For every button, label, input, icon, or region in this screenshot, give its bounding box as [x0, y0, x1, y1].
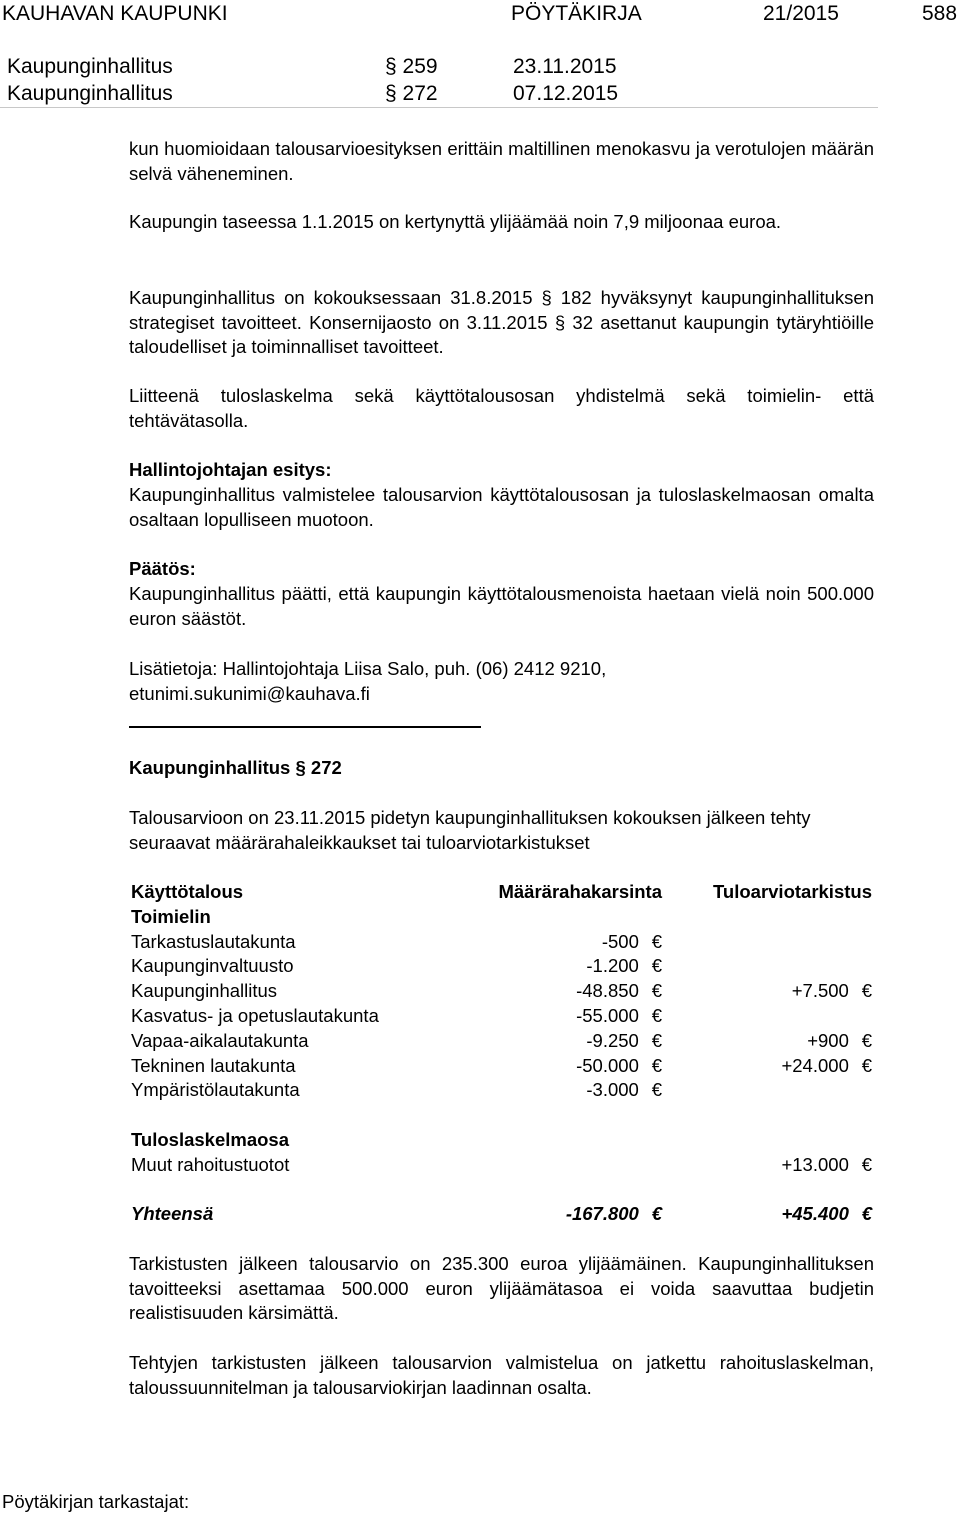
table-header-row [129, 880, 874, 905]
spacer-row [129, 1178, 874, 1203]
doc-number: 21/2015 [763, 2, 839, 25]
row-name: Vapaa-aikalautakunta [131, 1029, 309, 1051]
meeting-section: § 259 [385, 55, 438, 78]
row-cut: -1.200 € [586, 955, 662, 977]
paragraph-1: kun huomioidaan talousarvioesityksen erittäin maltillinen menokasvu ja verotulojen määrän selvä väheneminen. [129, 138, 874, 184]
row-adj [664, 1078, 874, 1103]
group-heading: Tuloslaskelmaosa [131, 1128, 290, 1150]
group-heading-row [129, 905, 874, 930]
meeting-body: Kaupunginhallitus [7, 55, 173, 78]
row-adj: +13.000 € [781, 1153, 872, 1175]
row-cut: -50.000 € [576, 1054, 662, 1076]
decision-heading: Päätös: [129, 558, 196, 579]
table-row [129, 1029, 874, 1054]
table-row [129, 979, 874, 1004]
table-row [129, 1004, 874, 1029]
footer-reviewers: Pöytäkirjan tarkastajat: [2, 1491, 190, 1512]
total-label: Yhteensä [131, 1203, 214, 1225]
group-heading-row [129, 1128, 874, 1153]
spacer-row [129, 1103, 874, 1128]
section-title: Kaupunginhallitus § 272 [129, 757, 342, 778]
table-row [129, 930, 874, 955]
row-adj: +900 € [807, 1029, 872, 1051]
total-adj: +45.400 € [781, 1203, 872, 1225]
row-adj [664, 930, 874, 955]
row-adj: +24.000 € [781, 1054, 872, 1076]
table-row [129, 1078, 874, 1103]
row-name: Tarkastuslautakunta [131, 930, 296, 952]
meeting-body: Kaupunginhallitus [7, 82, 173, 105]
org-name: KAUHAVAN KAUPUNKI [2, 2, 228, 25]
group-heading: Toimielin [131, 905, 211, 927]
meeting-date: 23.11.2015 [513, 55, 617, 78]
paragraph-2: Kaupungin taseessa 1.1.2015 on kertynyttä ylijäämää noin 7,9 miljoonaa euroa. [129, 211, 782, 232]
row-cut [463, 1153, 664, 1178]
table-row [129, 1153, 874, 1178]
col-header-cuts: Määrärahakarsinta [498, 881, 662, 902]
total-cut: -167.800 € [565, 1203, 662, 1225]
meeting-section: § 272 [385, 82, 438, 105]
proposal-text: Kaupunginhallitus valmistelee talousarvion käyttötalousosan ja tuloslaskelmaosan omalta osaltaan lopulliseen muotoon. [129, 484, 874, 530]
doc-type: PÖYTÄKIRJA [511, 2, 642, 25]
paragraph-3: Kaupunginhallitus on kokouksessaan 31.8.2015 § 182 hyväksynyt kaupunginhallituksen strategiset tavoitteet. Konsernijaosto on 3.11.2015 § 32 asettanut kaupungin tytäryhtiöille taloudelliset ja toiminnalliset tavoitteet. [129, 287, 874, 357]
table-body-income [129, 1153, 874, 1178]
page-number: 588 [922, 2, 958, 25]
row-cut: -55.000 € [576, 1004, 662, 1026]
row-cut: -9.250 € [586, 1029, 662, 1051]
result-paragraph-2: Tehtyjen tarkistusten jälkeen talousarvion valmistelua on jatkettu rahoituslaskelman, taloussuunnitelman ja talousarviokirjan laadinnan osalta. [129, 1352, 874, 1398]
table-body-organs [129, 930, 874, 1104]
row-adj: +7.500 € [791, 980, 872, 1002]
intro-text: Talousarvioon on 23.11.2015 pidetyn kaupunginhallituksen kokouksen jälkeen tehty seuraavat määrärahaleikkaukset tai tuloarviotarkistukset [129, 807, 811, 853]
page-header [0, 0, 960, 28]
paragraph-4: Liitteenä tuloslaskelma sekä käyttötalousosan yhdistelmä sekä toimielin- että tehtävätasolla. [129, 385, 874, 431]
row-adj [664, 954, 874, 979]
row-cut: -3.000 € [586, 1079, 662, 1101]
col-header-operations: Käyttötalous [131, 881, 244, 902]
result-paragraph-1: Tarkistusten jälkeen talousarvio on 235.300 euroa ylijäämäinen. Kaupunginhallituksen tavoitteeksi asettamaa 500.000 euron ylijäämätasoa ei voida saavuttaa budjetin realistisuuden kärsimättä. [129, 1253, 874, 1323]
table-row [129, 954, 874, 979]
row-name: Kasvatus- ja opetuslautakunta [131, 1004, 379, 1026]
total-row [129, 1202, 874, 1227]
proposal-heading: Hallintojohtajan esitys: [129, 459, 332, 480]
section-divider [129, 726, 481, 728]
header-divider [0, 107, 878, 108]
budget-table [129, 880, 874, 1227]
row-name: Tekninen lautakunta [131, 1054, 296, 1076]
row-name: Kaupunginvaltuusto [131, 955, 294, 977]
row-name: Muut rahoitustuotot [131, 1153, 290, 1175]
col-header-adjustments: Tuloarviotarkistus [712, 881, 872, 902]
table-row [129, 1054, 874, 1079]
row-name: Kaupunginhallitus [131, 980, 278, 1002]
row-adj [664, 1004, 874, 1029]
row-cut: -48.850 € [576, 980, 662, 1002]
row-name: Ympäristölautakunta [131, 1079, 300, 1101]
meeting-date: 07.12.2015 [513, 82, 619, 105]
row-cut: -500 € [601, 930, 662, 952]
contact-info: Lisätietoja: Hallintojohtaja Liisa Salo, puh. (06) 2412 9210, etunimi.sukunimi@kauhava.fi [129, 658, 607, 704]
decision-text: Kaupunginhallitus päätti, että kaupungin käyttötalousmenoista haetaan vielä noin 500.000 euron säästöt. [129, 583, 874, 629]
